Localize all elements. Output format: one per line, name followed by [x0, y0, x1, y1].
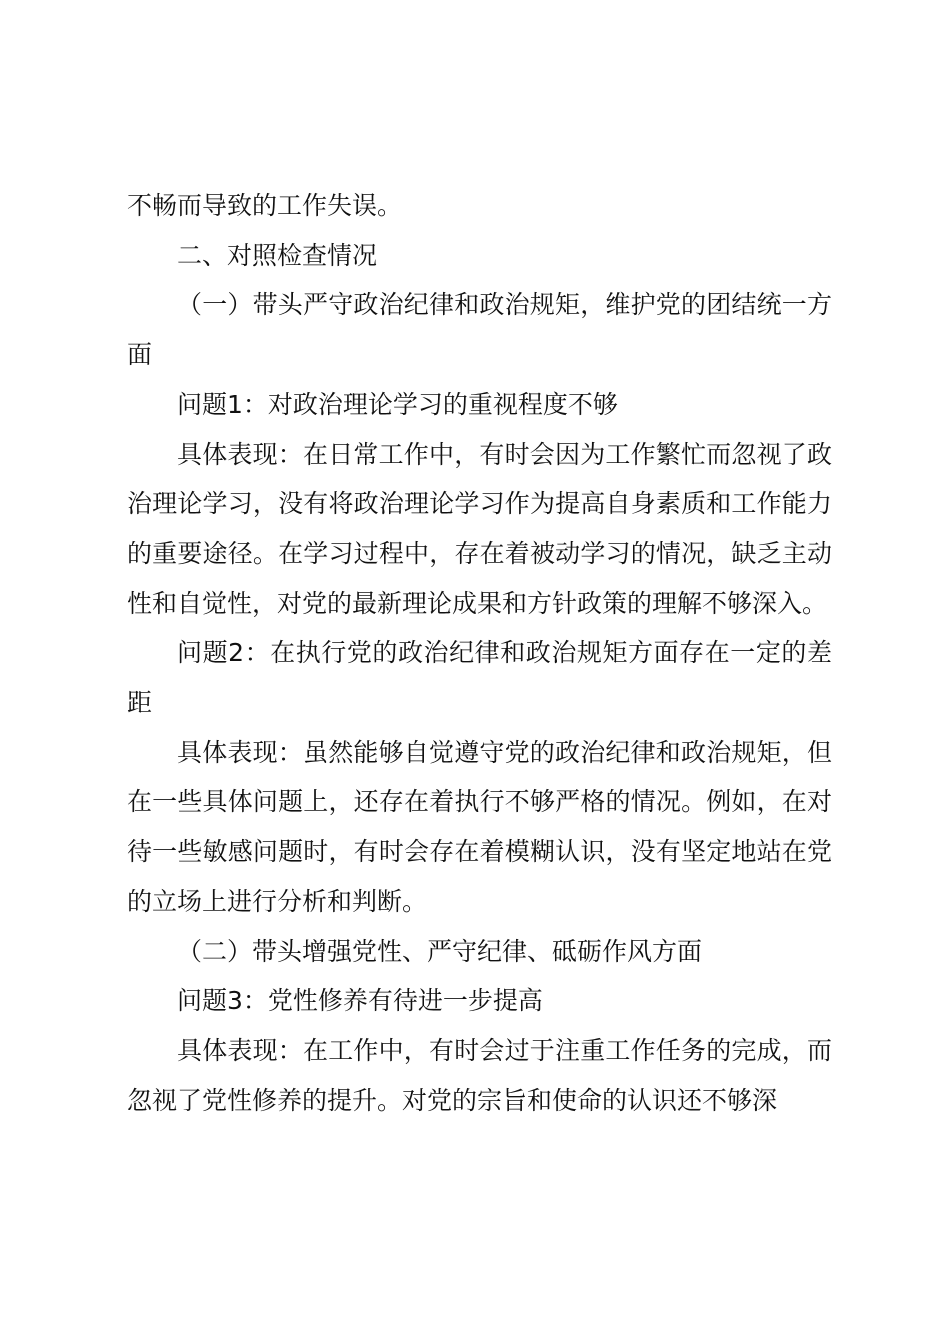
- problem-1-details: 具体表现：在日常工作中，有时会因为工作繁忙而忽视了政治理论学习，没有将政治理论学习作为提高自身素质和工作能力的重要途径。在学习过程中，存在着被动学习的情况，缺乏主动性和自觉性，对党的最新理论成果和方针政策的理解不够深入。: [127, 439, 832, 618]
- problem-1-heading: 问题1：对政治理论学习的重视程度不够: [177, 389, 618, 419]
- problem-2-details: 具体表现：虽然能够自觉遵守党的政治纪律和政治规矩，但在一些具体问题上，还存在着执行不够严格的情况。例如，在对待一些敏感问题时，有时会存在着模糊认识，没有坚定地站在党的立场上进行分析和判断。: [127, 737, 832, 916]
- section-heading-2: 二、对照检查情况: [177, 240, 378, 270]
- continued-paragraph: 不畅而导致的工作失误。: [127, 191, 403, 220]
- subsection-heading-2: （二）带头增强党性、严守纪律、砥砺作风方面: [177, 936, 703, 966]
- subsection-heading-1: （一）带头严守政治纪律和政治规矩，维护党的团结统一方面: [127, 290, 832, 370]
- problem-2-heading: 问题2：在执行党的政治纪律和政治规矩方面存在一定的差距: [127, 638, 832, 718]
- problem-3-heading: 问题3：党性修养有待进一步提高: [177, 986, 543, 1016]
- problem-3-details: 具体表现：在工作中，有时会过于注重工作任务的完成，而忽视了党性修养的提升。对党的宗旨和使命的认识还不够深: [127, 1035, 832, 1115]
- document-body: [127, 181, 832, 1125]
